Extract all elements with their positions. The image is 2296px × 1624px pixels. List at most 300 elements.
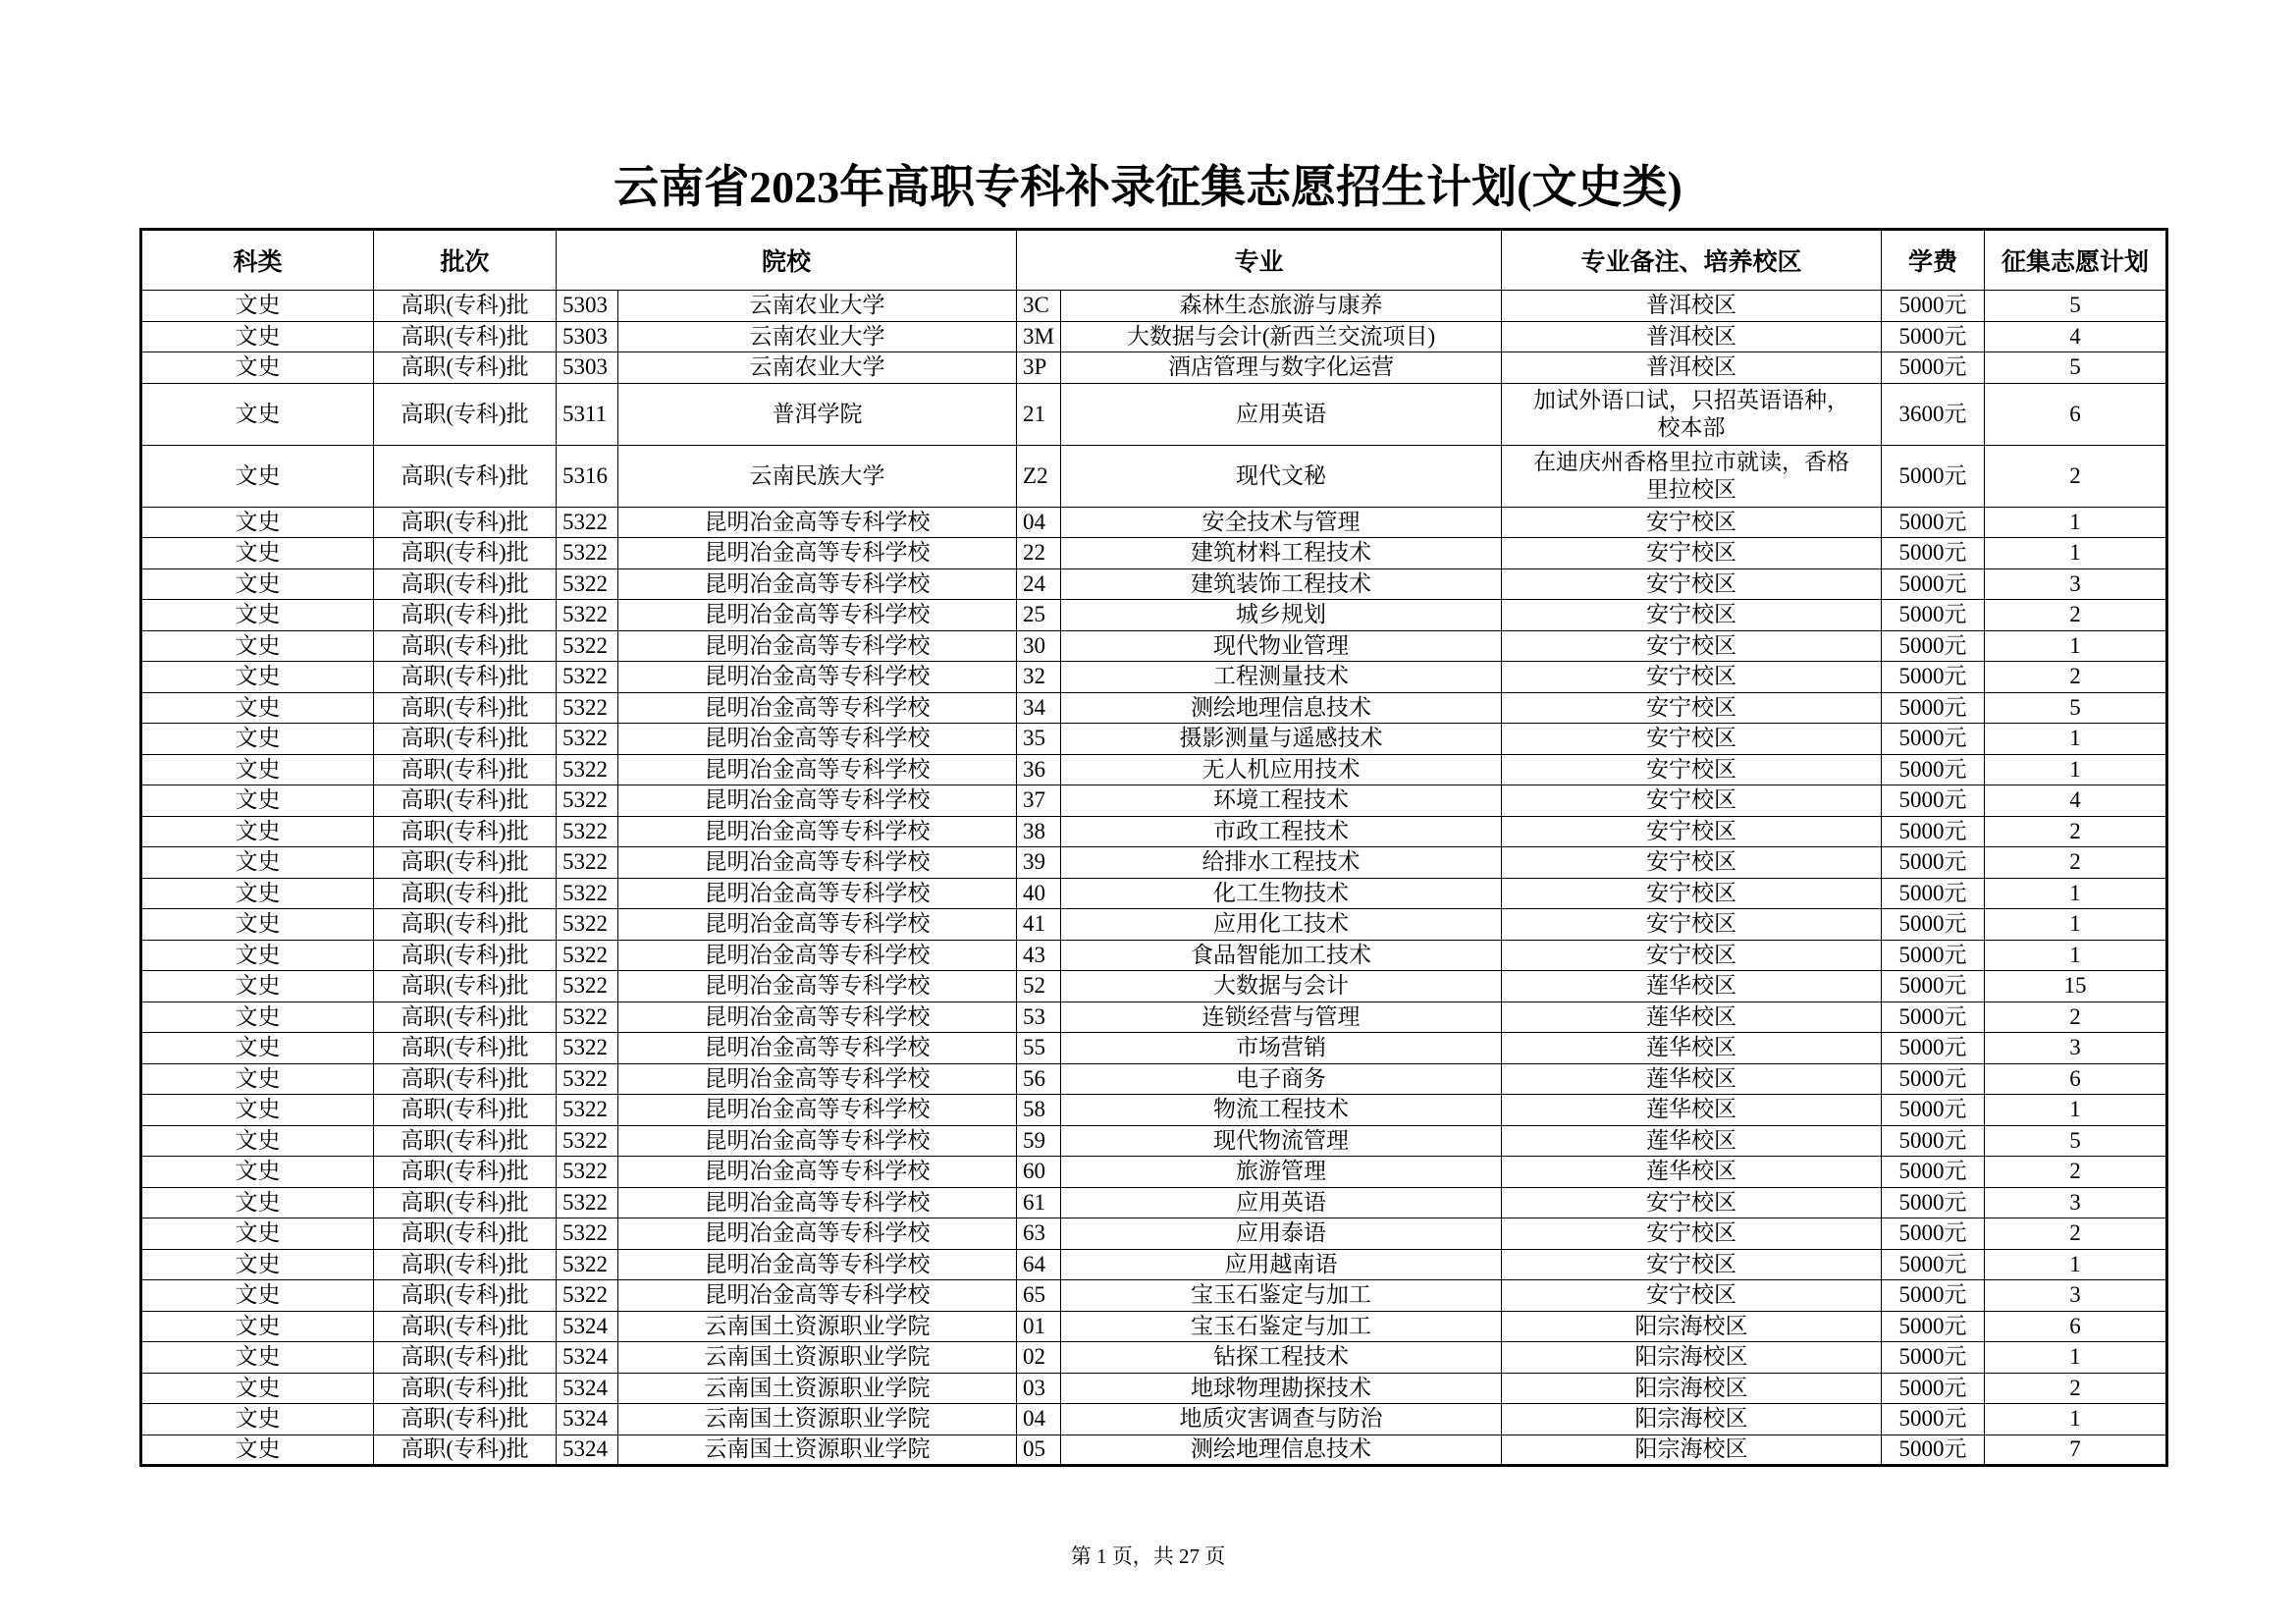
- major-cell: 给排水工程技术: [1061, 847, 1502, 879]
- table-header: [141, 230, 2167, 291]
- category-cell: 文史: [141, 1342, 374, 1374]
- batch-cell: 高职(专科)批: [374, 1157, 557, 1188]
- category-cell: 文史: [141, 662, 374, 693]
- batch-cell: 高职(专科)批: [374, 291, 557, 322]
- major-code-cell: 36: [1017, 754, 1061, 785]
- category-cell: 文史: [141, 538, 374, 569]
- fee-cell: 3600元: [1882, 383, 1985, 445]
- plan-cell: 7: [1985, 1435, 2167, 1466]
- school-code-cell: 5322: [557, 600, 618, 631]
- fee-cell: 5000元: [1882, 1404, 1985, 1435]
- school-cell: 昆明冶金高等专科学校: [618, 940, 1017, 971]
- plan-cell: 1: [1985, 909, 2167, 941]
- school-code-cell: 5324: [557, 1311, 618, 1342]
- major-code-cell: 22: [1017, 538, 1061, 569]
- school-code-cell: 5322: [557, 1095, 618, 1126]
- major-code-cell: 30: [1017, 630, 1061, 662]
- fee-cell: 5000元: [1882, 291, 1985, 322]
- fee-cell: 5000元: [1882, 1373, 1985, 1404]
- plan-cell: 1: [1985, 507, 2167, 538]
- major-code-cell: 04: [1017, 1404, 1061, 1435]
- school-code-cell: 5322: [557, 724, 618, 755]
- table-row: [141, 1125, 2167, 1157]
- major-code-cell: 41: [1017, 909, 1061, 941]
- plan-cell: 3: [1985, 1033, 2167, 1064]
- major-code-cell: 60: [1017, 1157, 1061, 1188]
- major-code-cell: 35: [1017, 724, 1061, 755]
- note-cell: 在迪庆州香格里拉市就读，香格里拉校区: [1502, 445, 1882, 507]
- note-cell: 安宁校区: [1502, 785, 1882, 817]
- category-cell: 文史: [141, 1187, 374, 1218]
- table-row: [141, 1063, 2167, 1095]
- table-body: [141, 291, 2167, 1466]
- school-code-cell: 5316: [557, 445, 618, 507]
- school-code-cell: 5322: [557, 754, 618, 785]
- category-cell: 文史: [141, 1001, 374, 1033]
- table-row: [141, 724, 2167, 755]
- fee-cell: 5000元: [1882, 847, 1985, 879]
- school-code-cell: 5322: [557, 1249, 618, 1280]
- category-cell: 文史: [141, 847, 374, 879]
- plan-cell: 1: [1985, 940, 2167, 971]
- school-cell: 昆明冶金高等专科学校: [618, 724, 1017, 755]
- batch-cell: 高职(专科)批: [374, 1373, 557, 1404]
- batch-cell: 高职(专科)批: [374, 538, 557, 569]
- note-cell: 安宁校区: [1502, 600, 1882, 631]
- header-school: 院校: [557, 230, 1017, 291]
- school-cell: 昆明冶金高等专科学校: [618, 662, 1017, 693]
- plan-cell: 2: [1985, 1373, 2167, 1404]
- major-cell: 宝玉石鉴定与加工: [1061, 1280, 1502, 1312]
- school-cell: 云南国土资源职业学院: [618, 1373, 1017, 1404]
- category-cell: 文史: [141, 1063, 374, 1095]
- note-cell: 莲华校区: [1502, 1033, 1882, 1064]
- header-fee: 学费: [1882, 230, 1985, 291]
- major-code-cell: 3M: [1017, 321, 1061, 352]
- school-code-cell: 5303: [557, 321, 618, 352]
- major-code-cell: 64: [1017, 1249, 1061, 1280]
- school-code-cell: 5322: [557, 568, 618, 600]
- table-row: [141, 662, 2167, 693]
- school-code-cell: 5322: [557, 878, 618, 909]
- school-cell: 昆明冶金高等专科学校: [618, 1125, 1017, 1157]
- school-code-cell: 5322: [557, 662, 618, 693]
- category-cell: 文史: [141, 1249, 374, 1280]
- category-cell: 文史: [141, 878, 374, 909]
- fee-cell: 5000元: [1882, 1249, 1985, 1280]
- batch-cell: 高职(专科)批: [374, 1187, 557, 1218]
- plan-cell: 1: [1985, 630, 2167, 662]
- page-number: 第 1 页，共 27 页: [1070, 1544, 1226, 1568]
- fee-cell: 5000元: [1882, 971, 1985, 1002]
- note-cell: 安宁校区: [1502, 692, 1882, 724]
- enrollment-table: [139, 228, 2168, 1467]
- batch-cell: 高职(专科)批: [374, 1001, 557, 1033]
- category-cell: 文史: [141, 1373, 374, 1404]
- school-code-cell: 5322: [557, 1187, 618, 1218]
- major-code-cell: 04: [1017, 507, 1061, 538]
- fee-cell: 5000元: [1882, 352, 1985, 384]
- table-row: [141, 1249, 2167, 1280]
- major-code-cell: 40: [1017, 878, 1061, 909]
- fee-cell: 5000元: [1882, 1311, 1985, 1342]
- plan-cell: 1: [1985, 754, 2167, 785]
- major-code-cell: 38: [1017, 816, 1061, 847]
- note-cell: 安宁校区: [1502, 754, 1882, 785]
- table-row: [141, 692, 2167, 724]
- category-cell: 文史: [141, 507, 374, 538]
- school-code-cell: 5322: [557, 1125, 618, 1157]
- table-row: [141, 847, 2167, 879]
- fee-cell: 5000元: [1882, 692, 1985, 724]
- batch-cell: 高职(专科)批: [374, 568, 557, 600]
- note-cell: 普洱校区: [1502, 291, 1882, 322]
- school-cell: 昆明冶金高等专科学校: [618, 507, 1017, 538]
- major-code-cell: 61: [1017, 1187, 1061, 1218]
- table-row: [141, 507, 2167, 538]
- school-code-cell: 5322: [557, 1218, 618, 1250]
- major-cell: 钻探工程技术: [1061, 1342, 1502, 1374]
- table-row: [141, 352, 2167, 384]
- note-cell: 阳宗海校区: [1502, 1373, 1882, 1404]
- batch-cell: 高职(专科)批: [374, 383, 557, 445]
- school-code-cell: 5322: [557, 816, 618, 847]
- note-cell: 安宁校区: [1502, 538, 1882, 569]
- major-code-cell: 39: [1017, 847, 1061, 879]
- major-code-cell: 02: [1017, 1342, 1061, 1374]
- category-cell: 文史: [141, 1218, 374, 1250]
- table-row: [141, 940, 2167, 971]
- school-cell: 云南民族大学: [618, 445, 1017, 507]
- batch-cell: 高职(专科)批: [374, 1280, 557, 1312]
- category-cell: 文史: [141, 291, 374, 322]
- note-cell: 安宁校区: [1502, 662, 1882, 693]
- major-cell: 电子商务: [1061, 1063, 1502, 1095]
- plan-cell: 3: [1985, 1280, 2167, 1312]
- major-cell: 安全技术与管理: [1061, 507, 1502, 538]
- page-title: 云南省2023年高职专科补录征集志愿招生计划(文史类): [614, 162, 1682, 212]
- school-cell: 昆明冶金高等专科学校: [618, 1157, 1017, 1188]
- school-code-cell: 5322: [557, 1063, 618, 1095]
- plan-cell: 6: [1985, 1311, 2167, 1342]
- plan-cell: 15: [1985, 971, 2167, 1002]
- fee-cell: 5000元: [1882, 754, 1985, 785]
- table-row: [141, 1373, 2167, 1404]
- note-cell: 阳宗海校区: [1502, 1435, 1882, 1466]
- school-cell: 昆明冶金高等专科学校: [618, 692, 1017, 724]
- major-cell: 旅游管理: [1061, 1157, 1502, 1188]
- category-cell: 文史: [141, 568, 374, 600]
- major-cell: 市场营销: [1061, 1033, 1502, 1064]
- major-code-cell: 43: [1017, 940, 1061, 971]
- note-cell: 莲华校区: [1502, 1157, 1882, 1188]
- major-code-cell: 3P: [1017, 352, 1061, 384]
- school-cell: 云南国土资源职业学院: [618, 1404, 1017, 1435]
- school-cell: 昆明冶金高等专科学校: [618, 538, 1017, 569]
- school-code-cell: 5303: [557, 291, 618, 322]
- plan-cell: 1: [1985, 1095, 2167, 1126]
- fee-cell: 5000元: [1882, 1125, 1985, 1157]
- school-code-cell: 5324: [557, 1435, 618, 1466]
- school-cell: 昆明冶金高等专科学校: [618, 785, 1017, 817]
- school-code-cell: 5322: [557, 692, 618, 724]
- note-cell: 莲华校区: [1502, 1001, 1882, 1033]
- fee-cell: 5000元: [1882, 321, 1985, 352]
- note-cell: 安宁校区: [1502, 940, 1882, 971]
- table-row: [141, 291, 2167, 322]
- major-code-cell: 63: [1017, 1218, 1061, 1250]
- note-cell: 莲华校区: [1502, 1063, 1882, 1095]
- major-code-cell: 34: [1017, 692, 1061, 724]
- table-row: [141, 1218, 2167, 1250]
- fee-cell: 5000元: [1882, 1218, 1985, 1250]
- fee-cell: 5000元: [1882, 940, 1985, 971]
- school-cell: 昆明冶金高等专科学校: [618, 568, 1017, 600]
- category-cell: 文史: [141, 630, 374, 662]
- school-cell: 昆明冶金高等专科学校: [618, 1095, 1017, 1126]
- fee-cell: 5000元: [1882, 630, 1985, 662]
- major-code-cell: 56: [1017, 1063, 1061, 1095]
- school-cell: 昆明冶金高等专科学校: [618, 1187, 1017, 1218]
- school-code-cell: 5322: [557, 1157, 618, 1188]
- major-code-cell: 05: [1017, 1435, 1061, 1466]
- major-cell: 测绘地理信息技术: [1061, 1435, 1502, 1466]
- major-cell: 森林生态旅游与康养: [1061, 291, 1502, 322]
- fee-cell: 5000元: [1882, 1095, 1985, 1126]
- school-cell: 云南农业大学: [618, 352, 1017, 384]
- major-code-cell: Z2: [1017, 445, 1061, 507]
- note-cell: 安宁校区: [1502, 1218, 1882, 1250]
- batch-cell: 高职(专科)批: [374, 785, 557, 817]
- school-cell: 昆明冶金高等专科学校: [618, 847, 1017, 879]
- fee-cell: 5000元: [1882, 1342, 1985, 1374]
- batch-cell: 高职(专科)批: [374, 878, 557, 909]
- major-cell: 测绘地理信息技术: [1061, 692, 1502, 724]
- major-code-cell: 21: [1017, 383, 1061, 445]
- fee-cell: 5000元: [1882, 662, 1985, 693]
- school-cell: 云南农业大学: [618, 321, 1017, 352]
- batch-cell: 高职(专科)批: [374, 724, 557, 755]
- fee-cell: 5000元: [1882, 1033, 1985, 1064]
- header-row: [141, 230, 2167, 291]
- major-cell: 工程测量技术: [1061, 662, 1502, 693]
- major-cell: 应用泰语: [1061, 1218, 1502, 1250]
- table-row: [141, 1311, 2167, 1342]
- major-code-cell: 01: [1017, 1311, 1061, 1342]
- major-code-cell: 55: [1017, 1033, 1061, 1064]
- major-cell: 地质灾害调查与防治: [1061, 1404, 1502, 1435]
- plan-cell: 2: [1985, 847, 2167, 879]
- major-cell: 连锁经营与管理: [1061, 1001, 1502, 1033]
- batch-cell: 高职(专科)批: [374, 754, 557, 785]
- table-row: [141, 538, 2167, 569]
- school-code-cell: 5322: [557, 785, 618, 817]
- batch-cell: 高职(专科)批: [374, 1435, 557, 1466]
- school-cell: 昆明冶金高等专科学校: [618, 909, 1017, 941]
- major-cell: 环境工程技术: [1061, 785, 1502, 817]
- table-row: [141, 878, 2167, 909]
- batch-cell: 高职(专科)批: [374, 507, 557, 538]
- table-row: [141, 1280, 2167, 1312]
- category-cell: 文史: [141, 1033, 374, 1064]
- table-row: [141, 1033, 2167, 1064]
- major-cell: 应用英语: [1061, 383, 1502, 445]
- note-cell: 安宁校区: [1502, 816, 1882, 847]
- table-row: [141, 568, 2167, 600]
- note-cell: 安宁校区: [1502, 507, 1882, 538]
- school-cell: 昆明冶金高等专科学校: [618, 1280, 1017, 1312]
- batch-cell: 高职(专科)批: [374, 1125, 557, 1157]
- table-row: [141, 1095, 2167, 1126]
- school-cell: 昆明冶金高等专科学校: [618, 630, 1017, 662]
- category-cell: 文史: [141, 1125, 374, 1157]
- batch-cell: 高职(专科)批: [374, 445, 557, 507]
- school-cell: 昆明冶金高等专科学校: [618, 878, 1017, 909]
- major-code-cell: 3C: [1017, 291, 1061, 322]
- major-cell: 建筑材料工程技术: [1061, 538, 1502, 569]
- note-cell: 莲华校区: [1502, 1125, 1882, 1157]
- plan-cell: 5: [1985, 352, 2167, 384]
- table-row: [141, 785, 2167, 817]
- batch-cell: 高职(专科)批: [374, 971, 557, 1002]
- batch-cell: 高职(专科)批: [374, 909, 557, 941]
- fee-cell: 5000元: [1882, 878, 1985, 909]
- batch-cell: 高职(专科)批: [374, 1249, 557, 1280]
- note-cell: 莲华校区: [1502, 1095, 1882, 1126]
- table-row: [141, 816, 2167, 847]
- category-cell: 文史: [141, 971, 374, 1002]
- school-code-cell: 5311: [557, 383, 618, 445]
- table-row: [141, 909, 2167, 941]
- plan-cell: 1: [1985, 878, 2167, 909]
- table-row: [141, 630, 2167, 662]
- school-code-cell: 5322: [557, 507, 618, 538]
- category-cell: 文史: [141, 383, 374, 445]
- note-cell: 安宁校区: [1502, 847, 1882, 879]
- plan-cell: 5: [1985, 692, 2167, 724]
- plan-cell: 3: [1985, 1187, 2167, 1218]
- school-cell: 昆明冶金高等专科学校: [618, 754, 1017, 785]
- major-cell: 应用英语: [1061, 1187, 1502, 1218]
- major-code-cell: 52: [1017, 971, 1061, 1002]
- plan-cell: 1: [1985, 1342, 2167, 1374]
- batch-cell: 高职(专科)批: [374, 1095, 557, 1126]
- note-cell: 安宁校区: [1502, 1187, 1882, 1218]
- school-code-cell: 5322: [557, 1033, 618, 1064]
- school-code-cell: 5322: [557, 538, 618, 569]
- note-cell: 阳宗海校区: [1502, 1404, 1882, 1435]
- category-cell: 文史: [141, 1435, 374, 1466]
- plan-cell: 2: [1985, 1157, 2167, 1188]
- table-row: [141, 971, 2167, 1002]
- category-cell: 文史: [141, 754, 374, 785]
- category-cell: 文史: [141, 600, 374, 631]
- plan-cell: 1: [1985, 1249, 2167, 1280]
- note-cell: 安宁校区: [1502, 568, 1882, 600]
- batch-cell: 高职(专科)批: [374, 1311, 557, 1342]
- major-code-cell: 65: [1017, 1280, 1061, 1312]
- fee-cell: 5000元: [1882, 1157, 1985, 1188]
- table-row: [141, 1435, 2167, 1466]
- fee-cell: 5000元: [1882, 445, 1985, 507]
- plan-cell: 6: [1985, 1063, 2167, 1095]
- header-plan: 征集志愿计划: [1985, 230, 2167, 291]
- fee-cell: 5000元: [1882, 1187, 1985, 1218]
- table-row: [141, 1342, 2167, 1374]
- note-cell: 阳宗海校区: [1502, 1311, 1882, 1342]
- category-cell: 文史: [141, 1095, 374, 1126]
- category-cell: 文史: [141, 940, 374, 971]
- plan-cell: 3: [1985, 568, 2167, 600]
- fee-cell: 5000元: [1882, 600, 1985, 631]
- major-cell: 无人机应用技术: [1061, 754, 1502, 785]
- major-cell: 摄影测量与遥感技术: [1061, 724, 1502, 755]
- plan-cell: 4: [1985, 785, 2167, 817]
- note-cell: 安宁校区: [1502, 1249, 1882, 1280]
- note-cell: 阳宗海校区: [1502, 1342, 1882, 1374]
- category-cell: 文史: [141, 352, 374, 384]
- fee-cell: 5000元: [1882, 1435, 1985, 1466]
- school-code-cell: 5322: [557, 971, 618, 1002]
- header-batch: 批次: [374, 230, 557, 291]
- major-code-cell: 53: [1017, 1001, 1061, 1033]
- note-cell: 加试外语口试，只招英语语种，校本部: [1502, 383, 1882, 445]
- major-cell: 城乡规划: [1061, 600, 1502, 631]
- fee-cell: 5000元: [1882, 785, 1985, 817]
- table-row: [141, 1001, 2167, 1033]
- school-cell: 昆明冶金高等专科学校: [618, 1218, 1017, 1250]
- school-code-cell: 5303: [557, 352, 618, 384]
- school-cell: 昆明冶金高等专科学校: [618, 816, 1017, 847]
- table-row: [141, 1157, 2167, 1188]
- fee-cell: 5000元: [1882, 909, 1985, 941]
- batch-cell: 高职(专科)批: [374, 1033, 557, 1064]
- plan-cell: 2: [1985, 600, 2167, 631]
- category-cell: 文史: [141, 909, 374, 941]
- category-cell: 文史: [141, 785, 374, 817]
- plan-cell: 5: [1985, 291, 2167, 322]
- plan-cell: 2: [1985, 445, 2167, 507]
- major-code-cell: 25: [1017, 600, 1061, 631]
- plan-cell: 1: [1985, 724, 2167, 755]
- school-cell: 昆明冶金高等专科学校: [618, 1063, 1017, 1095]
- fee-cell: 5000元: [1882, 1280, 1985, 1312]
- major-cell: 现代物业管理: [1061, 630, 1502, 662]
- major-cell: 应用越南语: [1061, 1249, 1502, 1280]
- major-cell: 化工生物技术: [1061, 878, 1502, 909]
- header-major: 专业: [1017, 230, 1502, 291]
- fee-cell: 5000元: [1882, 1063, 1985, 1095]
- plan-cell: 2: [1985, 1218, 2167, 1250]
- batch-cell: 高职(专科)批: [374, 321, 557, 352]
- note-cell: 莲华校区: [1502, 971, 1882, 1002]
- school-code-cell: 5324: [557, 1373, 618, 1404]
- category-cell: 文史: [141, 321, 374, 352]
- batch-cell: 高职(专科)批: [374, 1063, 557, 1095]
- major-code-cell: 59: [1017, 1125, 1061, 1157]
- header-note: 专业备注、培养校区: [1502, 230, 1882, 291]
- batch-cell: 高职(专科)批: [374, 662, 557, 693]
- school-code-cell: 5322: [557, 909, 618, 941]
- school-code-cell: 5322: [557, 940, 618, 971]
- school-cell: 昆明冶金高等专科学校: [618, 1033, 1017, 1064]
- major-cell: 大数据与会计(新西兰交流项目): [1061, 321, 1502, 352]
- category-cell: 文史: [141, 1157, 374, 1188]
- plan-cell: 5: [1985, 1125, 2167, 1157]
- school-cell: 昆明冶金高等专科学校: [618, 1001, 1017, 1033]
- batch-cell: 高职(专科)批: [374, 692, 557, 724]
- school-cell: 普洱学院: [618, 383, 1017, 445]
